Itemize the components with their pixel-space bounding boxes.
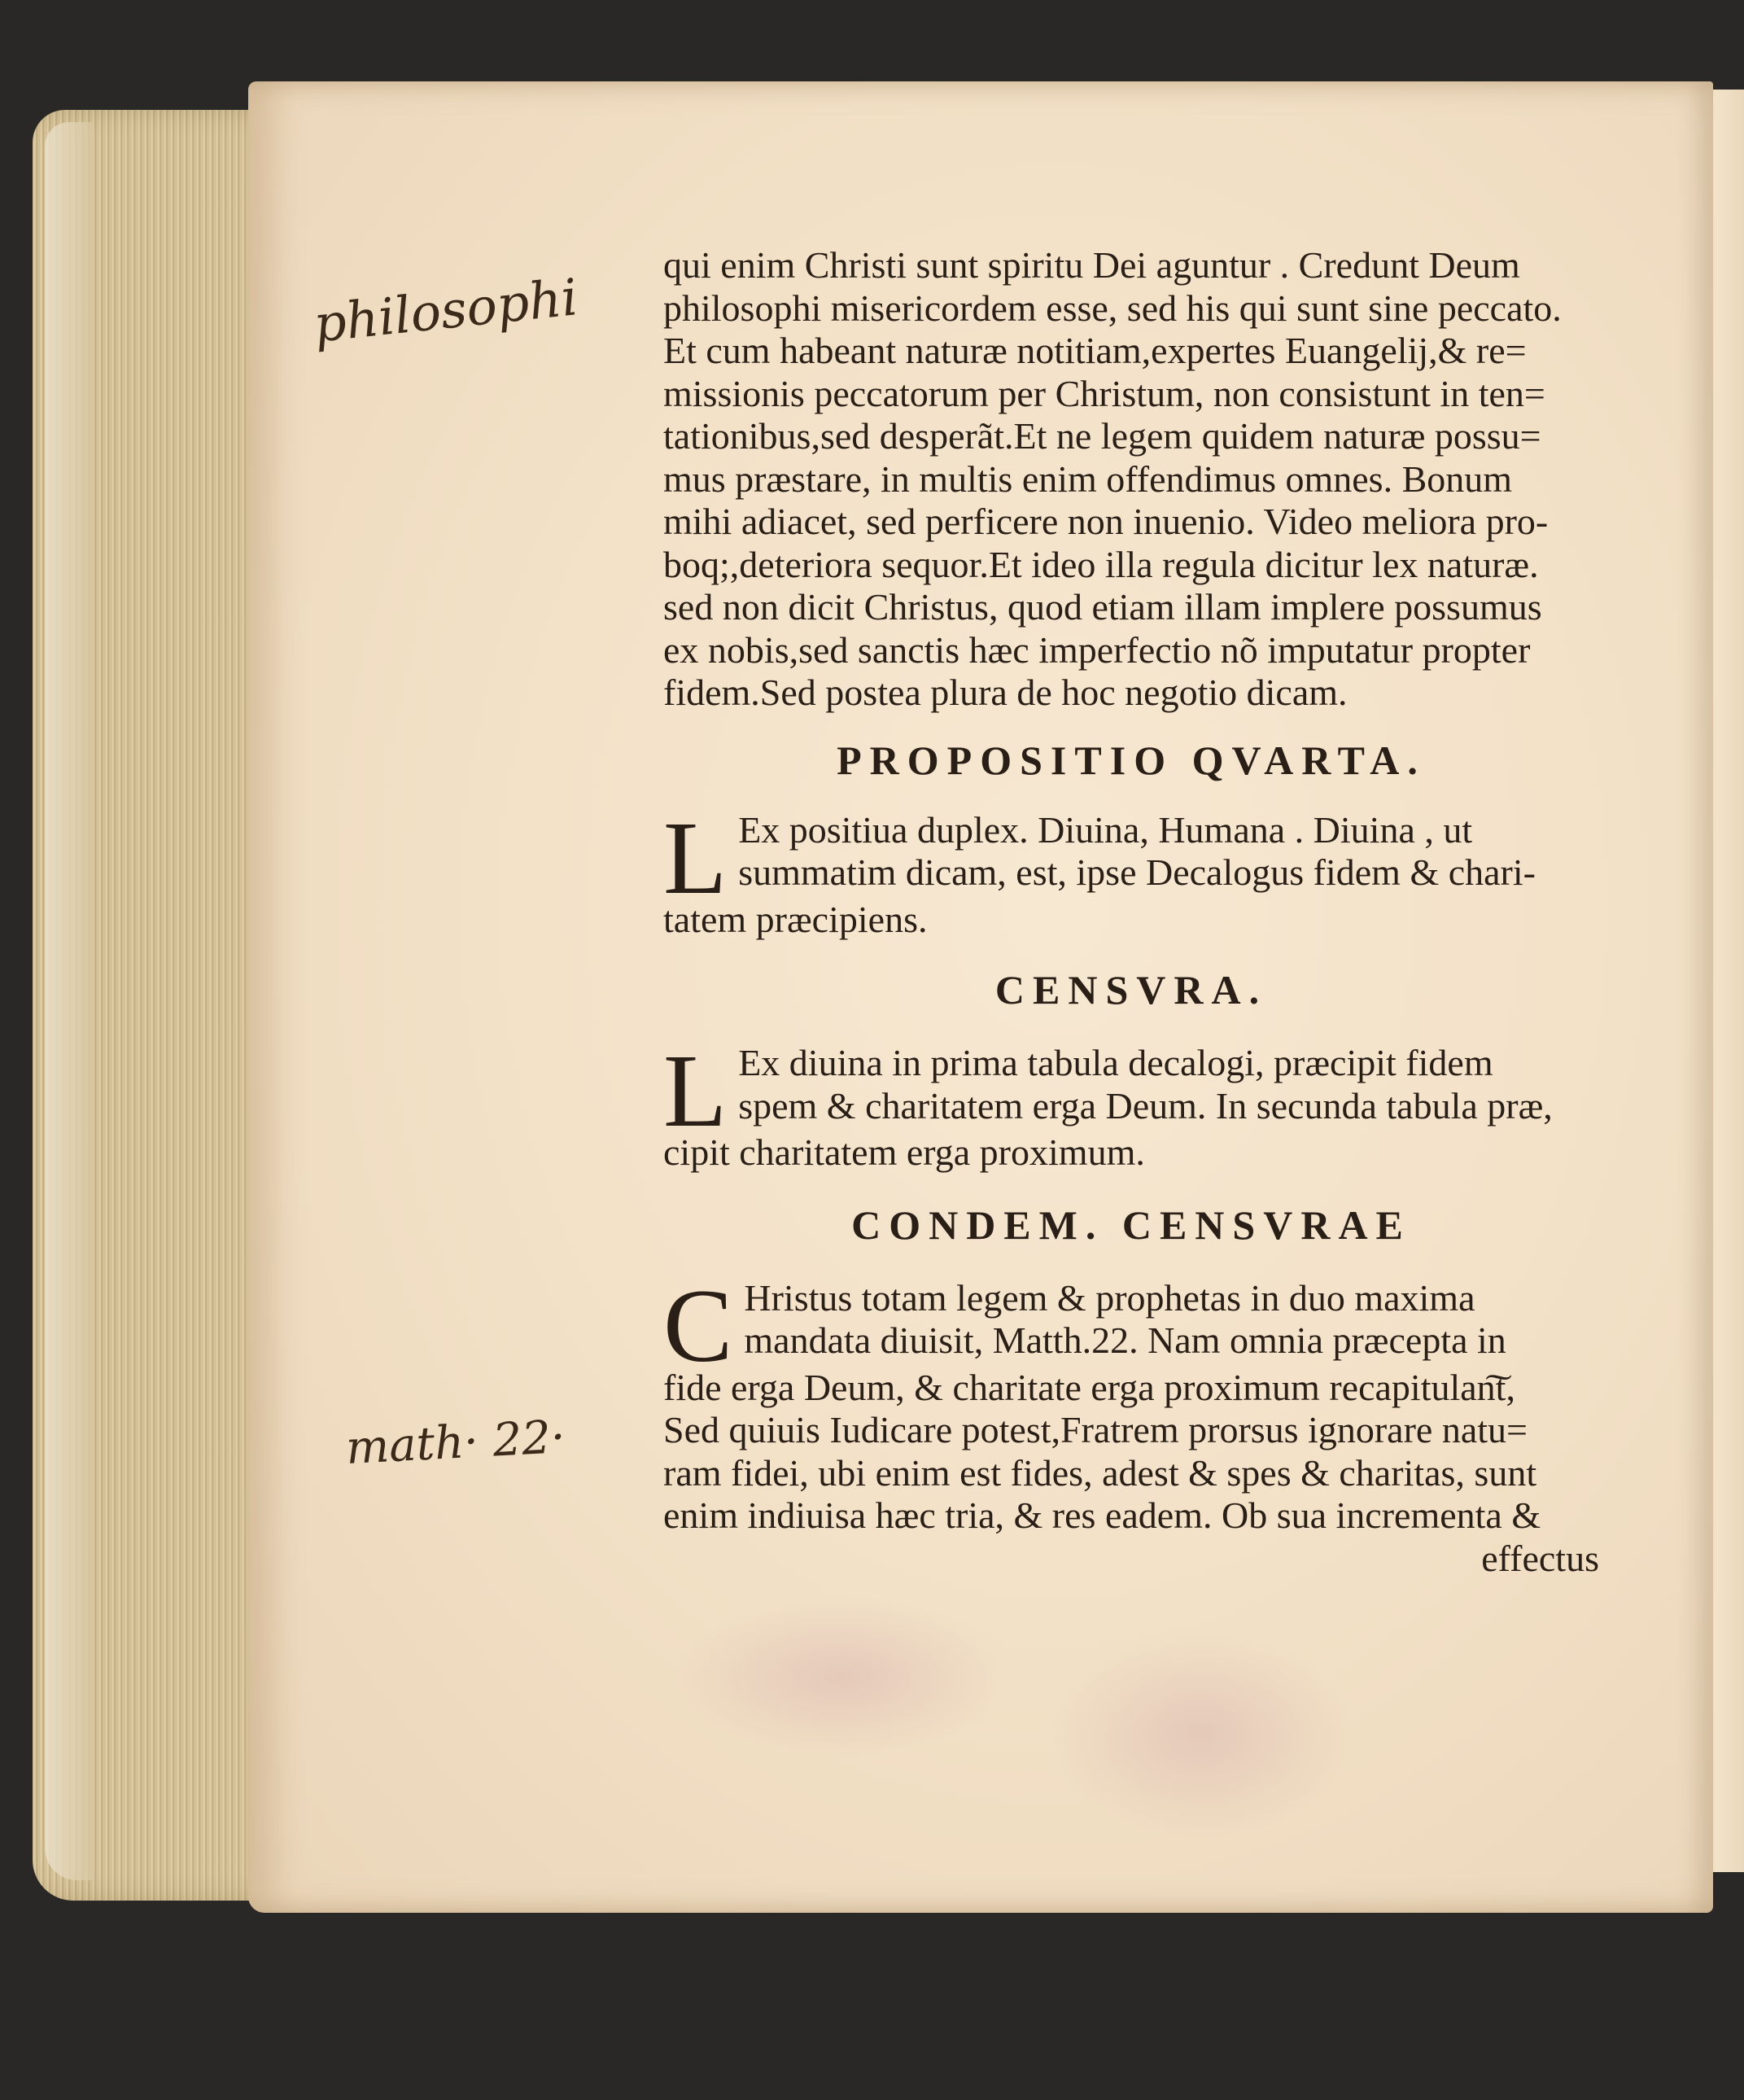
text-line: qui enim Christi sunt spiritu Dei aguntur . Credunt Deum — [663, 244, 1520, 286]
text-line: cipit charitatem erga proximum. — [663, 1131, 1145, 1173]
stain — [671, 1595, 1013, 1758]
text-line: Hristus totam legem & prophetas in duo maxima — [744, 1276, 1475, 1319]
paragraph-2 — [663, 799, 1599, 942]
text-line: Ex diuina in prima tabula decalogi, præcipit fidem — [738, 1042, 1493, 1083]
text-line: Et cum habeant naturæ notitiam,expertes Euangelij,& re= — [663, 330, 1527, 371]
text-line: missionis peccatorum per Christum, non consistunt in ten= — [663, 372, 1545, 414]
drop-cap: L — [663, 799, 728, 916]
text-line: ex nobis,sed sanctis hæc imperfectio nõ imputatur propter — [663, 628, 1531, 671]
text-line: fidem.Sed postea plura de hoc negotio dicam. — [663, 672, 1348, 713]
text-line: tatem præcipiens. — [663, 898, 928, 940]
book-edge-highlight — [45, 122, 94, 1880]
heading-propositio-quarta: PROPOSITIO QVARTA. — [837, 737, 1426, 783]
margin-note-philosophi: philosophi — [311, 267, 581, 354]
heading-condem-censurae: CONDEM. CENSVRAE — [851, 1201, 1411, 1248]
text-line: summatim dicam, est, ipse Decalogus fidem & chari- — [738, 851, 1536, 893]
catchword: effectus — [1481, 1537, 1599, 1579]
text-line: enim indiuisa hæc tria, & res eadem. Ob sua incrementa & — [663, 1494, 1541, 1536]
text-line: mus præstare, in multis enim offendimus omnes. Bonum — [663, 457, 1513, 500]
text-line: tationibus,sed desperãt.Et ne legem quidem naturæ possu= — [663, 415, 1541, 457]
text-line: fide erga Deum, & charitate erga proximum recapitulan͠t, — [663, 1366, 1515, 1408]
paragraph-1 — [663, 244, 1599, 715]
stain — [1046, 1628, 1355, 1840]
text-line: mihi adiacet, sed perficere non inuenio. Video meliora pro- — [663, 501, 1549, 542]
heading-censura: CENSVRA. — [994, 967, 1268, 1013]
text-line: spem & charitatem erga Deum. In secunda tabula præ, — [738, 1084, 1553, 1127]
drop-cap: L — [663, 1033, 728, 1148]
text-line: sed non dicit Christus, quod etiam illam implere possumus — [663, 586, 1542, 628]
text-line: Ex positiua duplex. Diuina, Humana . Diuina , ut — [738, 808, 1473, 851]
text-line: mandata diuisit, Matth.22. Nam omnia præcepta in — [744, 1319, 1506, 1361]
paragraph-4 — [663, 1267, 1599, 1581]
text-column — [663, 244, 1599, 1580]
text-line: ram fidei, ubi enim est fides, adest & spes & charitas, sunt — [663, 1451, 1537, 1494]
text-line: philosophi misericordem esse, sed his qui sunt sine peccato. — [663, 287, 1562, 329]
margin-note-math-22: math· 22· — [344, 1410, 567, 1476]
text-line: boq;,deteriora sequor.Et ideo illa regula dicitur lex naturæ. — [663, 543, 1539, 585]
text-line: Sed quiuis Iudicare potest,Fratrem prorsus ignorare natu= — [663, 1409, 1528, 1450]
paragraph-3 — [663, 1033, 1599, 1175]
drop-cap: C — [663, 1267, 733, 1384]
